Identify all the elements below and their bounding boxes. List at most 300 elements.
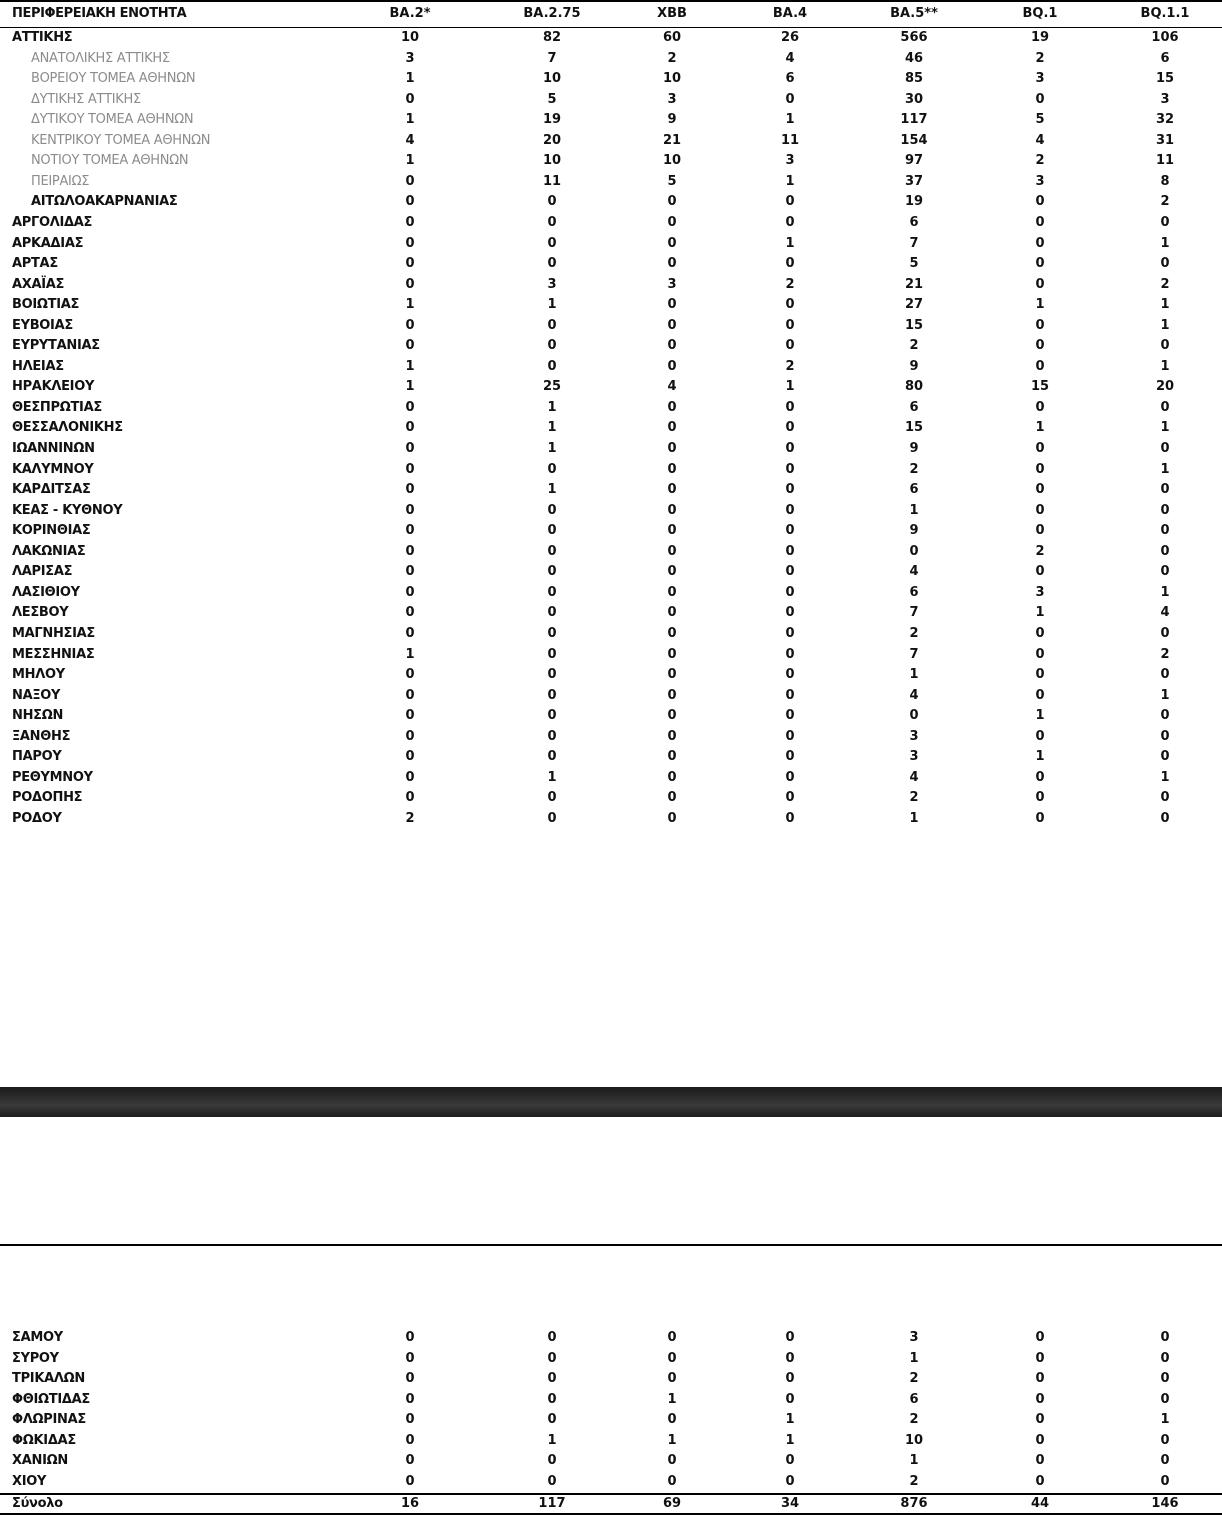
region-name: ΡΟΔΟΥ <box>12 811 62 826</box>
table-cell: 0 <box>405 605 415 620</box>
table-cell: 2 <box>1035 153 1045 168</box>
table-cell: 0 <box>1035 1330 1045 1345</box>
table-cell: 1 <box>785 112 795 127</box>
region-name: ΑΤΤΙΚΗΣ <box>12 30 73 45</box>
table-cell: 0 <box>547 338 557 353</box>
table-cell: 0 <box>667 544 677 559</box>
table-cell: 0 <box>1035 1351 1045 1366</box>
table-cell: 0 <box>1035 236 1045 251</box>
table-cell: 0 <box>1035 647 1045 662</box>
column-header: BQ.1 <box>1022 6 1058 21</box>
table-cell: 0 <box>1035 194 1045 209</box>
table-cell: 1 <box>405 112 415 127</box>
table-cell: 0 <box>667 338 677 353</box>
table-cell: 0 <box>667 626 677 641</box>
table-cell: 0 <box>1035 359 1045 374</box>
table-cell: 10 <box>542 153 562 168</box>
table-cell: 0 <box>909 544 919 559</box>
table-cell: 2 <box>909 338 919 353</box>
region-name: ΡΕΘΥΜΝΟΥ <box>12 770 93 785</box>
table-cell: 0 <box>547 585 557 600</box>
table-row <box>0 542 1222 562</box>
table-cell: 0 <box>1160 338 1170 353</box>
table-cell: 0 <box>405 1351 415 1366</box>
table-row <box>0 1390 1222 1410</box>
table-cell: 0 <box>667 605 677 620</box>
region-name: ΕΥΒΟΙΑΣ <box>12 318 73 333</box>
table-cell: 1 <box>1035 297 1045 312</box>
table-cell: 0 <box>785 688 795 703</box>
table-row <box>0 583 1222 603</box>
table-cell: 1 <box>1160 420 1170 435</box>
table-row <box>0 90 1222 110</box>
region-name: ΛΑΣΙΘΙΟΥ <box>12 585 80 600</box>
table-cell: 0 <box>785 729 795 744</box>
table-cell: 11 <box>780 133 800 148</box>
table-cell: 2 <box>785 277 795 292</box>
table-cell: 0 <box>1035 1371 1045 1386</box>
table-cell: 0 <box>405 215 415 230</box>
table-cell: 0 <box>1035 811 1045 826</box>
table-cell: 0 <box>667 667 677 682</box>
table-cell: 0 <box>785 462 795 477</box>
table-cell: 0 <box>785 400 795 415</box>
table-cell: 0 <box>1035 564 1045 579</box>
table-cell: 2 <box>1160 647 1170 662</box>
table-cell: 1 <box>785 1412 795 1427</box>
table-row <box>0 28 1222 48</box>
table-cell: 1 <box>405 359 415 374</box>
region-name: ΗΡΑΚΛΕΙΟΥ <box>12 379 95 394</box>
table-row <box>0 686 1222 706</box>
table-cell: 1 <box>1035 708 1045 723</box>
table-cell: 0 <box>405 626 415 641</box>
table-cell: 0 <box>405 585 415 600</box>
table-cell: 0 <box>405 708 415 723</box>
table-cell: 1 <box>909 1351 919 1366</box>
table-cell: 2 <box>1160 277 1170 292</box>
table-cell: 11 <box>542 174 562 189</box>
table-cell: 0 <box>785 667 795 682</box>
table-cell: 1 <box>1160 297 1170 312</box>
table-cell: 85 <box>904 71 924 86</box>
table-row <box>0 768 1222 788</box>
table-row <box>0 110 1222 130</box>
table-cell: 876 <box>900 1496 928 1511</box>
table-cell: 0 <box>785 790 795 805</box>
table-cell: 3 <box>1035 585 1045 600</box>
table-cell: 0 <box>405 441 415 456</box>
region-name: ΞΑΝΘΗΣ <box>12 729 71 744</box>
table-cell: 3 <box>909 1330 919 1345</box>
table-cell: 0 <box>1160 564 1170 579</box>
table-cell: 1 <box>667 1392 677 1407</box>
table-cell: 31 <box>1155 133 1175 148</box>
table-cell: 0 <box>405 400 415 415</box>
region-name: ΚΟΡΙΝΘΙΑΣ <box>12 523 91 538</box>
region-column-header: ΠΕΡΙΦΕΡΕΙΑΚΗ ΕΝΟΤΗΤΑ <box>12 6 187 21</box>
table-cell: 4 <box>1035 133 1045 148</box>
table-cell: 1 <box>1160 318 1170 333</box>
table-cell: 1 <box>1160 770 1170 785</box>
table-cell: 0 <box>785 215 795 230</box>
table-cell: 0 <box>667 729 677 744</box>
table-cell: 0 <box>405 236 415 251</box>
table-cell: 0 <box>667 256 677 271</box>
table-cell: 0 <box>1035 1412 1045 1427</box>
table-cell: 0 <box>785 1351 795 1366</box>
table-cell: 2 <box>1160 194 1170 209</box>
column-header: BA.4 <box>772 6 808 21</box>
table-cell: 0 <box>785 1392 795 1407</box>
table-cell: 0 <box>785 811 795 826</box>
table-cell: 82 <box>542 30 562 45</box>
table-cell: 0 <box>547 256 557 271</box>
table-cell: 10 <box>904 1433 924 1448</box>
table-cell: 0 <box>405 1453 415 1468</box>
table-cell: 11 <box>1155 153 1175 168</box>
table-cell: 1 <box>405 379 415 394</box>
region-name: ΜΗΛΟΥ <box>12 667 65 682</box>
region-name: ΛΕΣΒΟΥ <box>12 605 69 620</box>
table-cell: 0 <box>405 318 415 333</box>
region-name: ΣΑΜΟΥ <box>12 1330 63 1345</box>
table-row <box>0 1410 1222 1430</box>
table-cell: 6 <box>785 71 795 86</box>
table-cell: 2 <box>1035 51 1045 66</box>
table-cell: 0 <box>1160 1371 1170 1386</box>
table-cell: 0 <box>405 194 415 209</box>
table-row <box>0 1349 1222 1369</box>
table-cell: 9 <box>667 112 677 127</box>
table-cell: 0 <box>1160 708 1170 723</box>
table-cell: 0 <box>1160 215 1170 230</box>
table-cell: 0 <box>547 790 557 805</box>
table-cell: 0 <box>785 585 795 600</box>
table-cell: 0 <box>785 318 795 333</box>
table-cell: 0 <box>785 626 795 641</box>
table-cell: 0 <box>547 236 557 251</box>
table-row <box>0 460 1222 480</box>
table-cell: 10 <box>400 30 420 45</box>
table-row <box>0 1472 1222 1492</box>
table-cell: 44 <box>1030 1496 1050 1511</box>
table-cell: 5 <box>909 256 919 271</box>
table-cell: 4 <box>1160 605 1170 620</box>
table-row <box>0 624 1222 644</box>
table-cell: 0 <box>1160 667 1170 682</box>
table-cell: 0 <box>1160 1351 1170 1366</box>
table-cell: 6 <box>909 215 919 230</box>
table-cell: 3 <box>1035 71 1045 86</box>
region-name: ΝΗΣΩΝ <box>12 708 64 723</box>
region-name: ΘΕΣΠΡΩΤΙΑΣ <box>12 400 102 415</box>
region-name: ΚΕΝΤΡΙΚΟΥ ΤΟΜΕΑ ΑΘΗΝΩΝ <box>31 133 211 148</box>
table-cell: 0 <box>547 544 557 559</box>
table-cell: 566 <box>900 30 928 45</box>
table-cell: 0 <box>667 790 677 805</box>
table-cell: 154 <box>900 133 928 148</box>
table-cell: 0 <box>1160 256 1170 271</box>
table-cell: 0 <box>405 544 415 559</box>
table-cell: 2 <box>909 1412 919 1427</box>
table-cell: 15 <box>1155 71 1175 86</box>
table-cell: 7 <box>909 605 919 620</box>
table-cell: 1 <box>1035 420 1045 435</box>
table-row <box>0 69 1222 89</box>
table-cell: 0 <box>1035 790 1045 805</box>
table-cell: 0 <box>1035 277 1045 292</box>
table-cell: 20 <box>542 133 562 148</box>
table-cell: 0 <box>667 194 677 209</box>
table-cell: 0 <box>405 1433 415 1448</box>
table-row <box>0 275 1222 295</box>
table-cell: 0 <box>785 420 795 435</box>
table-cell: 5 <box>1035 112 1045 127</box>
table-cell: 4 <box>909 688 919 703</box>
table-cell: 0 <box>667 811 677 826</box>
table-cell: 0 <box>667 770 677 785</box>
table-cell: 26 <box>780 30 800 45</box>
table-row <box>0 357 1222 377</box>
table-cell: 0 <box>667 462 677 477</box>
table-cell: 0 <box>667 1412 677 1427</box>
table-row <box>0 151 1222 171</box>
table-row <box>0 562 1222 582</box>
table-row <box>0 603 1222 623</box>
table-cell: 0 <box>547 605 557 620</box>
region-name: ΣΥΡΟΥ <box>12 1351 59 1366</box>
table-cell: 0 <box>667 503 677 518</box>
table-cell: 3 <box>909 749 919 764</box>
table-cell: 1 <box>1035 749 1045 764</box>
column-header: BA.5** <box>890 6 938 21</box>
table-cell: 3 <box>909 729 919 744</box>
table-cell: 0 <box>405 729 415 744</box>
table-cell: 0 <box>909 708 919 723</box>
table-cell: 0 <box>667 359 677 374</box>
table-cell: 0 <box>785 92 795 107</box>
table-cell: 0 <box>1035 1474 1045 1489</box>
table-cell: 0 <box>547 647 557 662</box>
region-name: ΠΕΙΡΑΙΩΣ <box>31 174 90 189</box>
table-cell: 1 <box>405 297 415 312</box>
region-name: ΛΑΚΩΝΙΑΣ <box>12 544 86 559</box>
table-row <box>0 1328 1222 1348</box>
table-cell: 0 <box>1035 1433 1045 1448</box>
table-cell: 0 <box>547 1453 557 1468</box>
table-row <box>0 1431 1222 1451</box>
table-cell: 0 <box>1035 338 1045 353</box>
table-cell: 1 <box>547 441 557 456</box>
continuation-divider <box>0 1244 1222 1246</box>
table-cell: 1 <box>1160 688 1170 703</box>
region-name: ΑΧΑΪΑΣ <box>12 277 65 292</box>
table-cell: 0 <box>547 688 557 703</box>
table-top-border <box>0 0 1222 2</box>
table-cell: 0 <box>1035 482 1045 497</box>
table-cell: 19 <box>1030 30 1050 45</box>
table-cell: 1 <box>1160 585 1170 600</box>
table-row <box>0 788 1222 808</box>
table-cell: 3 <box>547 277 557 292</box>
table-cell: 146 <box>1151 1496 1179 1511</box>
table-cell: 19 <box>542 112 562 127</box>
table-cell: 20 <box>1155 379 1175 394</box>
table-cell: 0 <box>1160 1433 1170 1448</box>
table-cell: 0 <box>785 1371 795 1386</box>
table-cell: 1 <box>785 174 795 189</box>
table-cell: 3 <box>667 277 677 292</box>
region-name: ΑΡΓΟΛΙΔΑΣ <box>12 215 93 230</box>
table-cell: 117 <box>538 1496 566 1511</box>
table-cell: 1 <box>909 1453 919 1468</box>
table-cell: 1 <box>909 503 919 518</box>
table-cell: 0 <box>1160 749 1170 764</box>
table-cell: 0 <box>1035 503 1045 518</box>
table-cell: 0 <box>547 318 557 333</box>
table-cell: 1 <box>1160 462 1170 477</box>
table-cell: 5 <box>547 92 557 107</box>
table-row <box>0 727 1222 747</box>
table-cell: 1 <box>547 420 557 435</box>
table-cell: 0 <box>785 482 795 497</box>
table-cell: 6 <box>909 585 919 600</box>
table-cell: 0 <box>1160 523 1170 538</box>
table-row <box>0 213 1222 233</box>
table-cell: 4 <box>785 51 795 66</box>
table-cell: 7 <box>547 51 557 66</box>
table-row <box>0 398 1222 418</box>
table-cell: 0 <box>1035 441 1045 456</box>
table-cell: 4 <box>667 379 677 394</box>
region-name: ΝΟΤΙΟΥ ΤΟΜΕΑ ΑΘΗΝΩΝ <box>31 153 189 168</box>
table-cell: 0 <box>1160 626 1170 641</box>
table-cell: 0 <box>667 708 677 723</box>
table-cell: 2 <box>909 462 919 477</box>
table-cell: 0 <box>405 420 415 435</box>
table-row <box>0 1369 1222 1389</box>
region-name: ΛΑΡΙΣΑΣ <box>12 564 73 579</box>
table-cell: 0 <box>667 297 677 312</box>
table-cell: 0 <box>785 770 795 785</box>
table-cell: 0 <box>667 1371 677 1386</box>
table-cell: 0 <box>1035 462 1045 477</box>
table-cell: 1 <box>1160 236 1170 251</box>
table-row <box>0 809 1222 829</box>
table-cell: 97 <box>904 153 924 168</box>
table-cell: 0 <box>667 1351 677 1366</box>
table-cell: 0 <box>667 564 677 579</box>
region-name: ΗΛΕΙΑΣ <box>12 359 64 374</box>
region-name: ΒΟΡΕΙΟΥ ΤΟΜΕΑ ΑΘΗΝΩΝ <box>31 71 196 86</box>
table-cell: 0 <box>405 1412 415 1427</box>
table-cell: 0 <box>1160 1474 1170 1489</box>
table-cell: 0 <box>547 1351 557 1366</box>
table-cell: 2 <box>667 51 677 66</box>
region-name: ΑΙΤΩΛΟΑΚΑΡΝΑΝΙΑΣ <box>31 194 178 209</box>
column-header: BA.2.75 <box>523 6 581 21</box>
table-cell: 0 <box>1035 318 1045 333</box>
table-cell: 0 <box>547 1330 557 1345</box>
table-cell: 6 <box>909 400 919 415</box>
table-cell: 0 <box>547 749 557 764</box>
table-cell: 0 <box>547 811 557 826</box>
table-cell: 0 <box>405 790 415 805</box>
table-cell: 7 <box>909 236 919 251</box>
table-cell: 0 <box>547 1392 557 1407</box>
table-cell: 0 <box>547 708 557 723</box>
table-cell: 0 <box>405 1330 415 1345</box>
table-cell: 0 <box>547 564 557 579</box>
table-cell: 69 <box>662 1496 682 1511</box>
table-cell: 0 <box>405 749 415 764</box>
table-cell: 0 <box>1160 1453 1170 1468</box>
table-cell: 0 <box>1035 523 1045 538</box>
table-cell: 1 <box>1160 1412 1170 1427</box>
table-cell: 2 <box>909 1474 919 1489</box>
table-cell: 2 <box>909 1371 919 1386</box>
total-row <box>0 1494 1222 1514</box>
table-cell: 0 <box>785 338 795 353</box>
table-cell: 0 <box>785 708 795 723</box>
table-cell: 1 <box>1160 359 1170 374</box>
table-cell: 1 <box>1035 605 1045 620</box>
table-cell: 0 <box>1035 667 1045 682</box>
table-cell: 0 <box>667 215 677 230</box>
page-break-bar <box>0 1087 1222 1117</box>
table-cell: 0 <box>667 1330 677 1345</box>
table-cell: 0 <box>405 174 415 189</box>
table-row <box>0 747 1222 767</box>
table-cell: 25 <box>542 379 562 394</box>
table-cell: 0 <box>405 667 415 682</box>
table-cell: 0 <box>405 688 415 703</box>
table-cell: 0 <box>785 194 795 209</box>
region-name: ΑΝΑΤΟΛΙΚΗΣ ΑΤΤΙΚΗΣ <box>31 51 170 66</box>
region-name: ΘΕΣΣΑΛΟΝΙΚΗΣ <box>12 420 123 435</box>
table-row <box>0 192 1222 212</box>
table-cell: 0 <box>405 523 415 538</box>
table-cell: 27 <box>904 297 924 312</box>
table-cell: 0 <box>547 215 557 230</box>
table-cell: 0 <box>1160 544 1170 559</box>
table-cell: 0 <box>667 1453 677 1468</box>
table-cell: 10 <box>542 71 562 86</box>
region-name: ΦΛΩΡΙΝΑΣ <box>12 1412 86 1427</box>
table-cell: 0 <box>667 420 677 435</box>
table-cell: 15 <box>1030 379 1050 394</box>
column-header: BQ.1.1 <box>1140 6 1190 21</box>
table-cell: 1 <box>547 400 557 415</box>
table-cell: 0 <box>1160 441 1170 456</box>
table-cell: 0 <box>667 1474 677 1489</box>
table-cell: 10 <box>662 153 682 168</box>
table-cell: 32 <box>1155 112 1175 127</box>
table-cell: 0 <box>667 318 677 333</box>
region-name: ΝΑΞΟΥ <box>12 688 61 703</box>
table-cell: 0 <box>785 1330 795 1345</box>
table-cell: 0 <box>1035 1453 1045 1468</box>
table-cell: 1 <box>405 647 415 662</box>
table-cell: 0 <box>785 564 795 579</box>
region-name: ΦΩΚΙΔΑΣ <box>12 1433 76 1448</box>
table-cell: 1 <box>909 811 919 826</box>
table-cell: 0 <box>1160 503 1170 518</box>
table-cell: 117 <box>900 112 928 127</box>
table-cell: 1 <box>909 667 919 682</box>
region-name: Σύνολο <box>12 1496 63 1511</box>
